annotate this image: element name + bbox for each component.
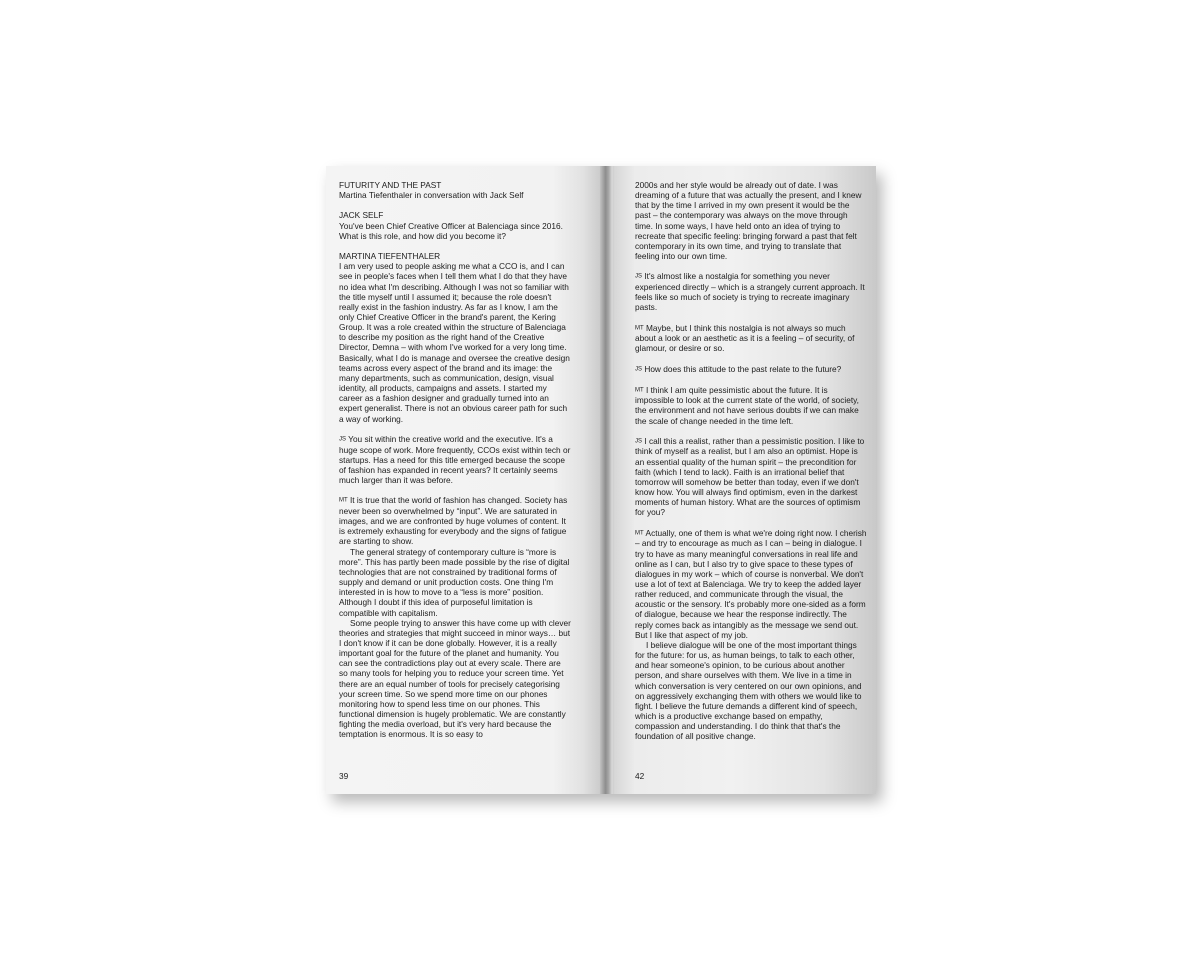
question-text: I call this a realist, rather than a pessimistic position. I like to think of myself as a realist, but I am also an optimist. Hope is an essential quality of the human spirit – the precondition for faith (which I tend to lack). Faith is an irrational belief that tomorrow will somehow be better than today, even if we don't know how. You will always find optimism, even in the darkest moments of human history. What are the sources of optimism for you? — [635, 435, 865, 518]
page-number: 42 — [635, 771, 645, 781]
answer-text: I think I am quite pessimistic about the future. It is impossible to look at the current state of the world, of society, the environment and not have serious doubts if we can make the scale of change needed in the time left. — [635, 384, 859, 426]
speaker-initials: MT — [635, 387, 644, 394]
question-paragraph: You've been Chief Creative Officer at Balenciaga since 2016. What is this role, and how did you become it? — [339, 220, 563, 241]
left-page — [326, 166, 602, 794]
right-page-text — [635, 180, 867, 742]
speaker-initials: JS — [635, 438, 643, 445]
article-subtitle: Martina Tiefenthaler in conversation with Jack Self — [339, 190, 524, 201]
answer-paragraph: I believe dialogue will be one of the most important things for the future: for us, as human beings, to talk to each other, and hear someone's opinion, to be curious about another person, and share ourselves with them. We live in a time in which conversation is very centered on our own opinions, and on aggressively exchanging them with others we would like to fight. I believe the future demands a different kind of speech, which is a productive exchange based on empathy, compassion and understanding. I do think that that's the foundation of all positive change. — [635, 639, 862, 742]
answer-paragraph: The general strategy of contemporary culture is “more is more”. This has partly been made possible by the rise of digital technologies that are not constrained by traditional forms of supply and demand or unit production costs. One thing I'm interested in is how to move to a “less is more” position. Although I doubt if this idea of purposeful limitation is compatible with capitalism. — [339, 546, 570, 618]
article-title: FUTURITY AND THE PAST — [339, 180, 442, 190]
speaker-initials: JS — [635, 366, 643, 373]
speaker-initials: MT — [635, 530, 644, 537]
answer-text: It is true that the world of fashion has changed. Society has never been so overwhelmed by “input”. We are saturated in images, and we are confronted by huge volumes of content. It is extremely exhausting for everybody and the signs of fatigue are starting to show. — [339, 495, 568, 547]
left-page-text — [339, 180, 571, 740]
answer-paragraph: Some people trying to answer this have come up with clever theories and strategies that might succeed in minor ways… but I don't know if it can be done globally. However, it is a really important goal for the future of the planet and humanity. You can see the contradictions play out at every scale. There are so many tools for helping you to reduce your screen time. Yet there are an equal number of tools for precisely categorising your screen time. So we spend more time on our phones monitoring how to spend less time on our phones. This functional dimension is hugely problematic. We are constantly fighting the media overload, but it's very hard because the temptation is enormous. It is so easy to — [339, 617, 571, 740]
question-paragraph — [635, 271, 867, 312]
question-paragraph — [635, 436, 867, 518]
answer-paragraph — [635, 385, 867, 426]
speaker-initials: JS — [635, 273, 643, 280]
speaker-name-martina-tiefenthaler: MARTINA TIEFENTHALER — [339, 251, 441, 262]
speaker-initials: MT — [339, 497, 348, 504]
answer-paragraph — [635, 528, 867, 640]
page-number: 39 — [339, 771, 349, 781]
answer-paragraph: I am very used to people asking me what a CCO is, and I can see in people's faces when I tell them what I do that they have no idea what I'm describing. Although I was not so familiar with the title myself until I assumed it; because the role doesn't really exist in the fashion industry. As far as I know, I am the only Chief Creative Officer in the brand's parent, the Kering Group. It was a role created within the structure of Balenciaga to describe my position as the right hand of the Creative Director, Demna – with whom I've worked for a very long time. Basically, what I do is manage and oversee the creative design teams across every aspect of the brand and its image: the many departments, such as communication, design, visual identity, all products, campaigns and assets. I started my career as a fashion designer and gradually turned into an expert generalist. There is not an obvious career path for such a way of working. — [339, 261, 570, 424]
question-text: It's almost like a nostalgia for something you never experienced directly – which is a strangely current approach. It feels like so much of society is trying to recreate imaginary pasts. — [635, 271, 865, 313]
question-text: How does this attitude to the past relate to the future? — [644, 363, 842, 374]
question-paragraph — [635, 364, 867, 375]
answer-text: Actually, one of them is what we're doing right now. I cherish – and try to encourage as much as I can – being in dialogue. I try to have as many meaningful conversations in real life and online as I can, but I also try to give space to these types of dialogues in my work – which of course is nonverbal. We don't use a lot of text at Balenciaga. We try to keep the added layer rather reduced, and communicate through the visual, the acoustic or the sensory. It's probably more one-sided as a form of dialogue, because we hear the response indirectly. The reply comes back as intangibly as the message we send out. But I like that aspect of my job. — [635, 527, 867, 640]
question-text: You sit within the creative world and the executive. It's a huge scope of work. More frequently, CCOs exist within tech or startups. Has a need for this title emerged because the scope of fashion has expanded in recent years? It certainly seems much larger than it was before. — [339, 433, 571, 485]
question-paragraph — [339, 434, 571, 485]
speaker-initials: JS — [339, 436, 347, 443]
answer-paragraph: 2000s and her style would be already out of date. I was dreaming of a future that was actually the present, and I knew that by the time I arrived in my own present it would be the past – the contemporary was always on the move through time. In some ways, I have held onto an idea of trying to recreate that specific feeling: bringing forward a past that felt contemporary in its own time, and trying to translate that feeling into our own time. — [635, 180, 862, 262]
right-page — [614, 166, 876, 794]
speaker-name-jack-self: JACK SELF — [339, 210, 384, 221]
answer-paragraph — [635, 323, 867, 354]
open-book — [326, 166, 876, 794]
answer-text: Maybe, but I think this nostalgia is not always so much about a look or an aesthetic as it is a feeling – of security, of glamour, or desire or so. — [635, 322, 855, 354]
answer-paragraph — [339, 495, 571, 546]
speaker-initials: MT — [635, 325, 644, 332]
